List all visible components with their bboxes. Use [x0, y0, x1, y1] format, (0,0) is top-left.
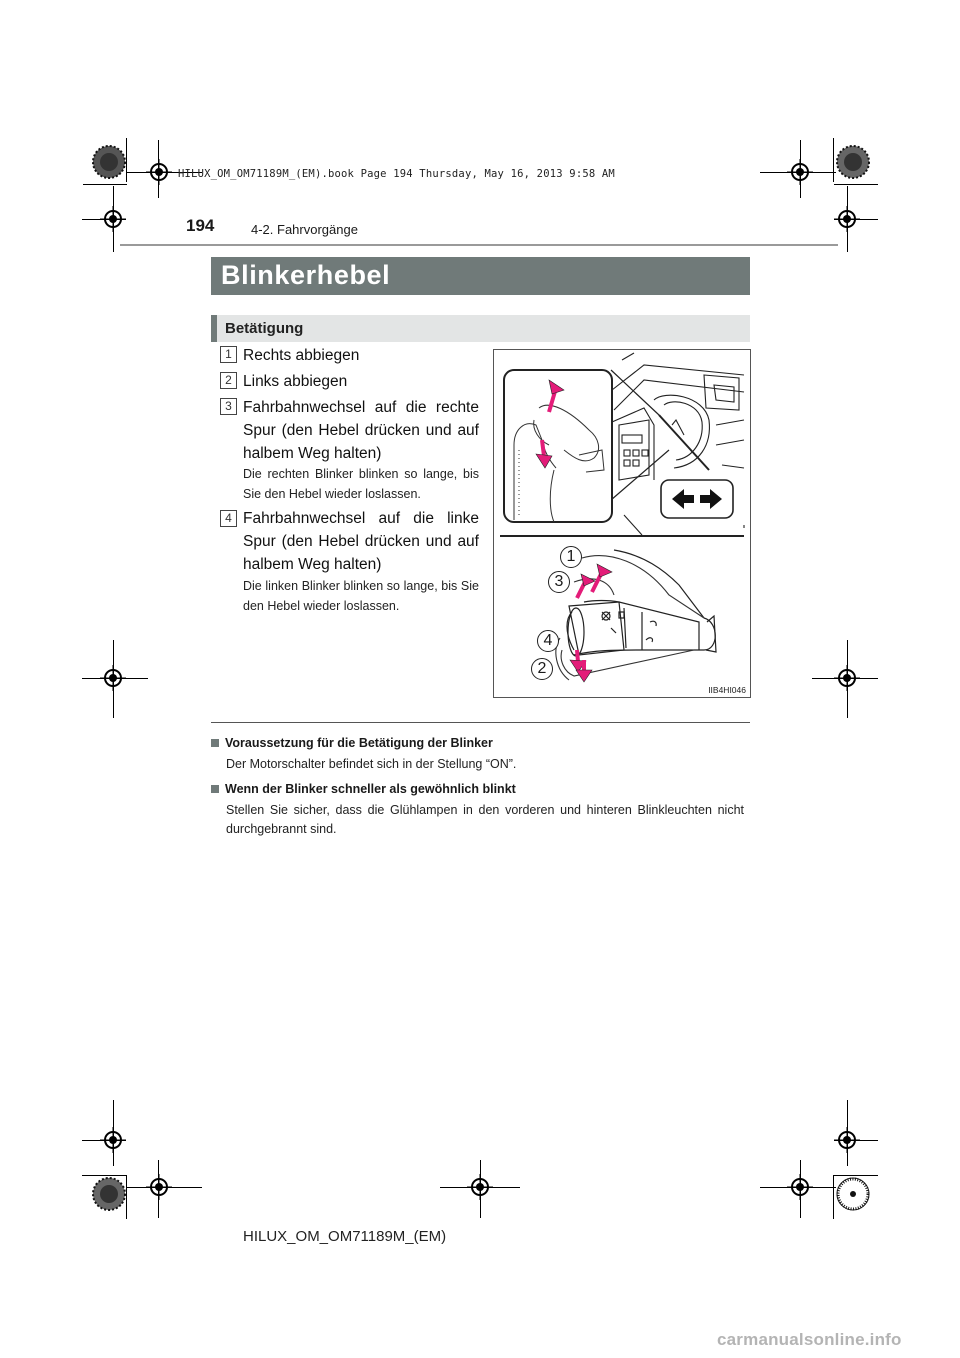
note-heading-text: Voraussetzung für die Betätigung der Blinker: [225, 736, 493, 750]
header-divider: [120, 244, 838, 246]
registration-target-icon: [100, 665, 126, 691]
registration-target-icon: [146, 1174, 172, 1200]
note-body: Der Motorschalter befindet sich in der Stellung “ON”.: [226, 757, 517, 771]
item-number-box: 1: [220, 346, 237, 363]
page-number: 194: [186, 216, 215, 235]
footer-code: HILUX_OM_OM71189M_(EM): [243, 1228, 447, 1245]
item-text: Links abbiegen: [243, 373, 348, 390]
registration-target-icon: [787, 1174, 813, 1200]
watermark: carmanualsonline.info: [717, 1330, 902, 1349]
item-text: Rechts abbiegen: [243, 347, 360, 364]
callout-number: 4: [537, 630, 559, 652]
page-title: Blinkerhebel: [221, 260, 391, 290]
item-number-box: 4: [220, 510, 237, 527]
section-label: 4-2. Fahrvorgänge: [251, 222, 358, 237]
item-note: Die linken Blinker blinken so lange, bis Sie den Hebel wieder loslassen.: [243, 579, 479, 613]
note-body: Stellen Sie sicher, dass die Glühlampen in den vorderen und hinteren Blinkleuchten nicht durchgebrannt sind.: [226, 803, 744, 836]
callout-number: 3: [548, 571, 570, 593]
lever-up-arrow-icon: [577, 564, 612, 598]
note-heading: [211, 782, 516, 796]
subheading-accent: [211, 315, 217, 342]
bullet-square-icon: [211, 785, 219, 793]
page-title-bar: [211, 257, 750, 295]
starburst-mark-icon: [835, 144, 871, 180]
callout-number: 1: [560, 546, 582, 568]
down-arrow-icon: [542, 440, 544, 456]
item-number-box: 3: [220, 398, 237, 415]
registration-target-icon: [834, 665, 860, 691]
turn-signal-lever: [567, 550, 716, 656]
turn-signal-figure: [493, 349, 751, 698]
item-text: Fahrbahnwechsel auf die rechte Spur (den Hebel drücken und auf halbem Weg halten): [243, 399, 479, 462]
registration-target-icon: [834, 206, 860, 232]
dashboard-illustration: [494, 350, 750, 697]
starburst-mark-icon: [91, 144, 127, 180]
registration-target-icon: [787, 159, 813, 185]
bullet-square-icon: [211, 739, 219, 747]
subheading-bar: [211, 315, 750, 342]
registration-target-icon: [100, 206, 126, 232]
callout-number: 2: [531, 658, 553, 680]
registration-target-icon: [100, 1127, 126, 1153]
item-note: Die rechten Blinker blinken so lange, bis Sie den Hebel wieder loslassen.: [243, 467, 479, 501]
registration-target-icon: [146, 159, 172, 185]
note-heading: [211, 736, 493, 750]
note-heading-text: Wenn der Blinker schneller als gewöhnlich blinkt: [225, 782, 516, 796]
subheading: Betätigung: [225, 320, 304, 337]
starburst-mark-icon: [91, 1176, 127, 1212]
figure-code: IIB4HI046: [708, 685, 746, 695]
notes-divider: [211, 722, 750, 723]
item-text: Fahrbahnwechsel auf die linke Spur (den Hebel drücken und auf halbem Weg halten): [243, 510, 479, 573]
starburst-mark-icon: [835, 1176, 871, 1212]
registration-target-icon: [834, 1127, 860, 1153]
registration-target-icon: [467, 1174, 493, 1200]
print-info: HILUX_OM_OM71189M_(EM).book Page 194 Thursday, May 16, 2013 9:58 AM: [178, 168, 615, 180]
item-number-box: 2: [220, 372, 237, 389]
